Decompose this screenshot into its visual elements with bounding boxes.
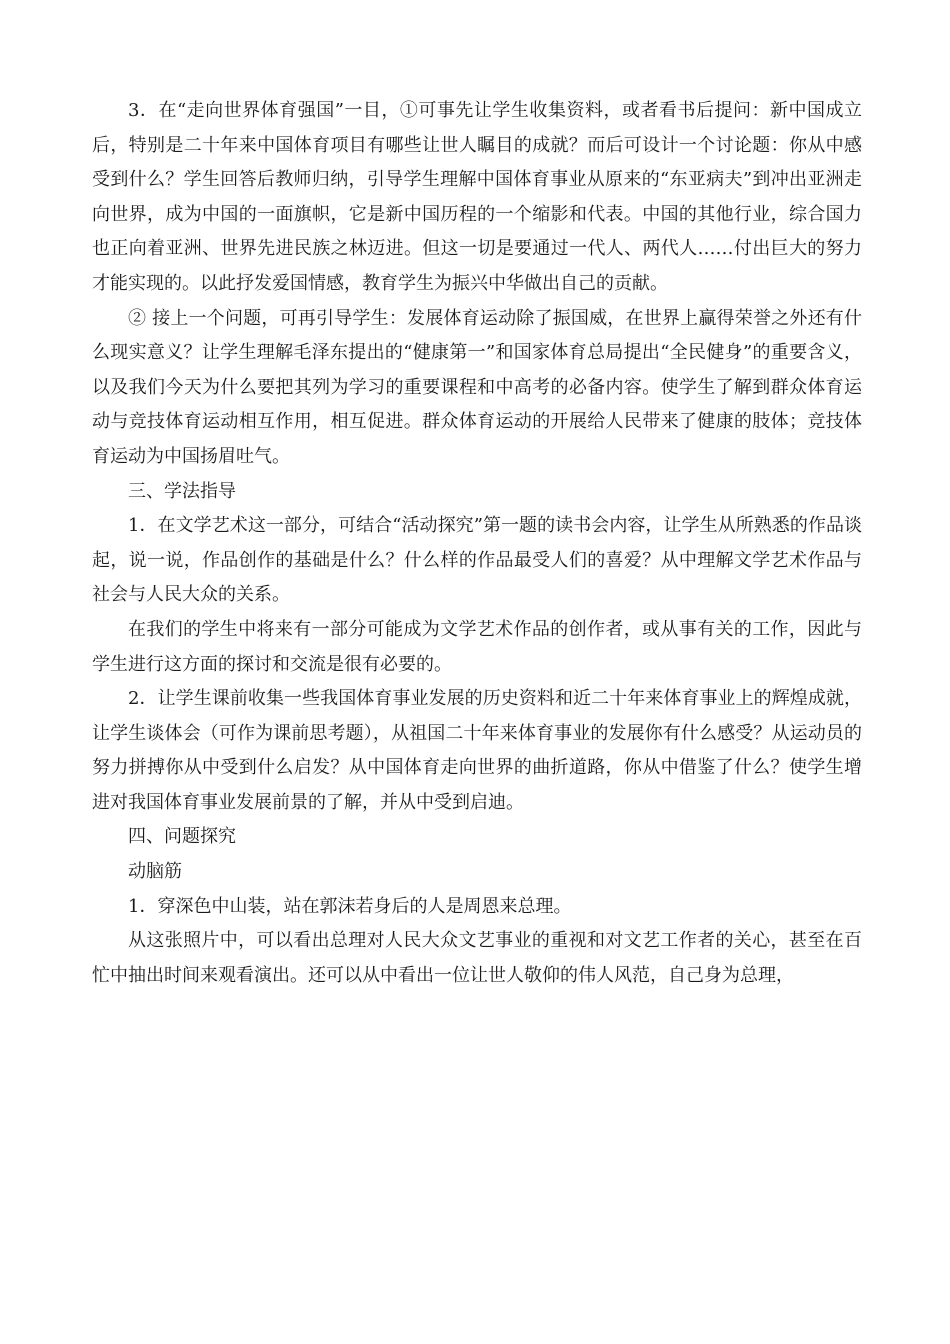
paragraph-item-2-significance: ② 接上一个问题，可再引导学生：发展体育运动除了振国威，在世界上赢得荣誉之外还有什么现实意义？让学生理解毛泽东提出的“健康第一”和国家体育总局提出“全民健身”的重要含义，以及我们今天为什么要把其列为学习的重要课程和中高考的必备内容。使学生了解到群众体育运动与竞技体育运动相互作用，相互促进。群众体育运动的开展给人民带来了健康的肢体；竞技体育运动为中国扬眉吐气。: [92, 307, 862, 467]
paragraph-sports-history: 2．让学生课前收集一些我国体育事业发展的历史资料和近二十年来体育事业上的辉煌成就，让学生谈体会（可作为课前思考题），从祖国二十年来体育事业的发展你有什么感受？从运动员的努力拼搏你从中受到什么启发？从中国体育走向世界的曲折道路，你从中借鉴了什么？使学生增进对我国体育事业发展前景的了解，并从中受到启迪。: [92, 688, 862, 813]
paragraph-future-creators: 在我们的学生中将来有一部分可能成为文学艺术作品的创作者，或从事有关的工作，因此与学生进行这方面的探讨和交流是很有必要的。: [92, 618, 862, 675]
paragraph-photo-analysis: 从这张照片中，可以看出总理对人民大众文艺事业的重视和对文艺工作者的关心，甚至在百忙中抽出时间来观看演出。还可以从中看出一位让世人敬仰的伟人风范，自己身为总理，: [92, 930, 862, 986]
section-heading-study-guidance: 三、学法指导: [128, 480, 236, 502]
subheading-brainstorm: 动脑筋: [128, 861, 182, 883]
section-heading-problem-inquiry: 四、问题探究: [128, 826, 236, 848]
paragraph-item-3-world-sports: 3．在“走向世界体育强国”一目，①可事先让学生收集资料，或者看书后提问：新中国成立后，特别是二十年来中国体育项目有哪些让世人瞩目的成就？而后可设计一个讨论题：你从中感受到什么？学生回答后教师归纳，引导学生理解中国体育事业从原来的“东亚病夫”到冲出亚洲走向世界，成为中国的一面旗帜，它是新中国历程的一个缩影和代表。中国的其他行业，综合国力也正向着亚洲、世界先进民族之林迈进。但这一切是要通过一代人、两代人……付出巨大的努力才能实现的。以此抒发爱国情感，教育学生为振兴中华做出自己的贡献。: [92, 100, 862, 294]
paragraph-literature-art: 1．在文学艺术这一部分，可结合“活动探究”第一题的读书会内容，让学生从所熟悉的作品谈起，说一说，作品创作的基础是什么？什么样的作品最受人们的喜爱？从中理解文学艺术作品与社会与人民大众的关系。: [92, 515, 862, 606]
paragraph-zhou-enlai: 1．穿深色中山装，站在郭沫若身后的人是周恩来总理。: [128, 895, 572, 917]
document-body: [92, 94, 862, 993]
